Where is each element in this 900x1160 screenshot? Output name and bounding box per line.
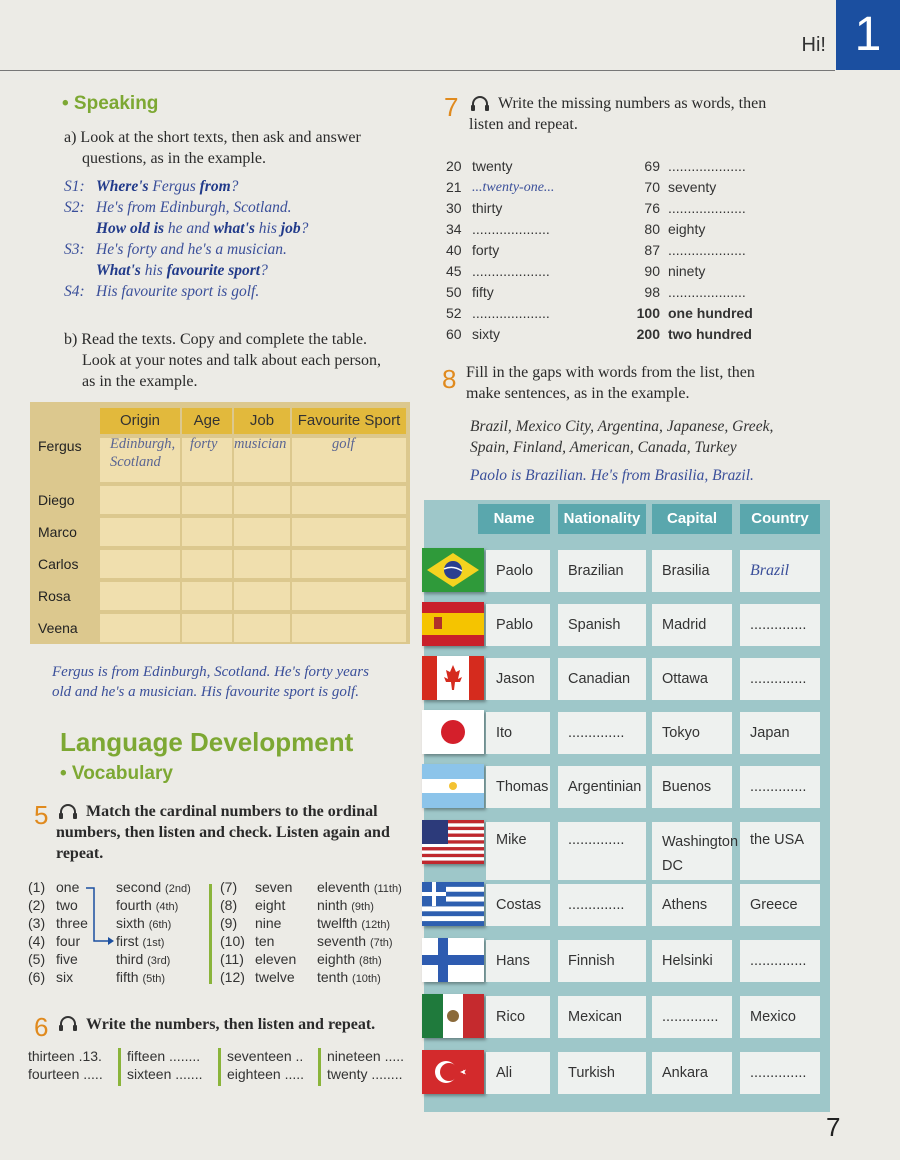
number-word: eighty	[668, 221, 706, 237]
table-cell-country[interactable]: Japan	[740, 712, 820, 754]
table-entry: golf	[332, 436, 355, 452]
ex5-item	[56, 896, 78, 914]
table-cell-country[interactable]: ..............	[740, 1052, 820, 1094]
ex5-text: (2)	[28, 897, 46, 913]
table-cell-name: Mike	[486, 822, 550, 880]
number-item: 70	[644, 179, 660, 195]
usa-flag	[422, 820, 484, 864]
table-cell[interactable]	[182, 486, 232, 514]
number-word: ....................	[668, 242, 746, 258]
ex5-item	[317, 878, 402, 898]
table-header-job: Job	[234, 408, 290, 434]
table-header-capital: Capital	[652, 504, 732, 534]
ex5-item	[317, 914, 390, 934]
speaker-label: S2:	[64, 199, 85, 216]
ex5-text: fourth	[116, 897, 152, 913]
table-cell-country[interactable]: ..............	[740, 766, 820, 808]
number-word: ....................	[472, 263, 550, 279]
table-cell-nat[interactable]: Finnish	[558, 940, 646, 982]
table-cell-country[interactable]: ..............	[740, 604, 820, 646]
japan-flag	[422, 710, 484, 754]
ex6-col2: fifteen ........ sixteen .......	[127, 1048, 203, 1082]
ex5-text: third	[116, 951, 144, 967]
ex5-item	[56, 932, 80, 950]
number-word: ....................	[472, 221, 550, 237]
table-row-name: Carlos	[38, 556, 79, 572]
ex5-text: (12)	[220, 969, 245, 985]
number-item: 98	[644, 284, 660, 300]
ex5-text: five	[56, 951, 78, 967]
ex6-divider	[118, 1048, 121, 1086]
brazil-flag	[422, 548, 484, 592]
table-cell-nat[interactable]: Turkish	[558, 1052, 646, 1094]
ex5-item	[28, 914, 45, 932]
dialog-text: ?	[230, 178, 239, 195]
table-cell-country[interactable]: Mexico	[740, 996, 820, 1038]
table-cell-name: Ali	[486, 1052, 550, 1094]
ex5-text: one	[56, 879, 80, 895]
exercise-6-instruction: Write the numbers, then listen and repeat.	[86, 1016, 376, 1033]
table-cell-cap[interactable]: ..............	[652, 996, 732, 1038]
ex6-col3: seventeen .. eighteen .....	[227, 1048, 305, 1082]
argentina-flag	[422, 764, 484, 808]
dialog-text: Fergus	[152, 178, 200, 195]
page-number: 7	[826, 1112, 841, 1142]
ex5-text: (6)	[28, 969, 46, 985]
ex5-text: first	[116, 933, 139, 949]
ex5-item	[255, 950, 296, 968]
ex5-text: tenth	[317, 969, 349, 985]
ex5-ordinal-abbr: (4th)	[155, 901, 179, 913]
table-cell-cap[interactable]: Helsinki	[652, 940, 732, 982]
ex5-item	[56, 950, 78, 968]
ex5-ordinal-abbr: (10th)	[352, 973, 381, 985]
ex5-item	[28, 968, 45, 986]
number-item: 21	[446, 179, 462, 195]
ex5-item	[220, 914, 237, 932]
speaking-dialog	[64, 176, 308, 302]
table-cell-country[interactable]: ..............	[740, 940, 820, 982]
table-cell[interactable]	[182, 582, 232, 610]
table-cell[interactable]	[292, 550, 406, 578]
table-header-country: Country	[740, 504, 820, 534]
ex5-text: second	[116, 879, 162, 895]
ex5-item	[28, 950, 45, 968]
ex5-text: sixth	[116, 915, 145, 931]
dialog-line	[64, 260, 308, 281]
dialog-text: ?	[300, 220, 309, 237]
ex5-text: four	[56, 933, 81, 949]
exercise-8-number: 8	[442, 364, 457, 394]
number-item: 87	[644, 242, 660, 258]
ex5-ordinal-abbr: (12th)	[361, 919, 391, 931]
ex5-text: eleventh	[317, 879, 370, 895]
number-item: 40	[446, 242, 462, 258]
table-cell-name: Jason	[486, 658, 550, 700]
ex5-text: twelve	[255, 969, 295, 985]
ex5-ordinal-abbr: (9th)	[351, 901, 374, 913]
ex5-item	[116, 950, 170, 970]
header-rule	[0, 70, 835, 71]
table-cell-nat[interactable]: ..............	[558, 712, 646, 754]
table-cell[interactable]	[182, 550, 232, 578]
dialog-text: his	[258, 220, 281, 237]
exercise-8-word-list: Brazil, Mexico City, Argentina, Japanese, Greek, Spain, Finland, American, Canada, Turkey	[470, 418, 774, 456]
number-item: 52	[446, 305, 462, 321]
dialog-line	[64, 218, 308, 239]
match-arrow-icon	[84, 885, 116, 947]
ex5-ordinal-abbr: (7th)	[369, 937, 393, 949]
spain-flag	[422, 602, 484, 646]
table-cell[interactable]	[292, 614, 406, 642]
ex5-item	[116, 968, 165, 988]
example-sentence: Fergus is from Edinburgh, Scotland. He's forty years old and he's a musician. His favourite sport is golf.	[52, 664, 369, 700]
number-word: ....................	[668, 284, 746, 300]
table-cell-cap[interactable]: Tokyo	[652, 712, 732, 754]
ex5-text: (4)	[28, 933, 46, 949]
page-greeting: Hi!	[801, 34, 826, 56]
table-entry: musician	[234, 436, 287, 452]
dialog-text: He's from Edinburgh, Scotland.	[96, 199, 292, 216]
table-cell-name: Hans	[486, 940, 550, 982]
ex5-item	[28, 896, 45, 914]
canada-flag	[422, 656, 484, 700]
number-item: 76	[644, 200, 660, 216]
ex5-item	[317, 950, 382, 970]
finland-flag	[422, 938, 484, 982]
ex5-text: ninth	[317, 897, 348, 913]
table-header-nationality: Nationality	[558, 504, 646, 534]
table-cell-cap[interactable]: Washington DC	[652, 822, 732, 880]
ex5-item	[28, 932, 45, 950]
ex5-text: (5)	[28, 951, 46, 967]
table-entry: Edinburgh,	[110, 436, 176, 452]
number-word: sixty	[472, 326, 500, 342]
ex5-ordinal-abbr: (2nd)	[165, 883, 191, 895]
table-header-sport: Favourite Sport	[292, 408, 406, 434]
table-header-name: Name	[478, 504, 550, 534]
ex5-text: eight	[255, 897, 286, 913]
exercise-7-number: 7	[444, 92, 459, 122]
ex5-text: (8)	[220, 897, 238, 913]
number-word: thirty	[472, 200, 503, 216]
number-item: 60	[446, 326, 462, 342]
table-cell-country[interactable]: ..............	[740, 658, 820, 700]
table-cell-cap[interactable]: Brasilia	[652, 550, 732, 592]
ex5-item	[255, 896, 285, 914]
dialog-line	[64, 239, 308, 260]
table-cell-nat[interactable]: Mexican	[558, 996, 646, 1038]
ex5-ordinal-abbr: (3rd)	[147, 955, 171, 967]
ex5-item	[317, 968, 381, 988]
ex5-text: fifth	[116, 969, 139, 985]
number-word: ....................	[668, 200, 746, 216]
table-cell-cap[interactable]: Athens	[652, 884, 732, 926]
ex5-item	[220, 896, 237, 914]
greece-flag	[422, 882, 484, 926]
table-cell[interactable]	[234, 582, 290, 610]
ex5-item	[255, 968, 295, 986]
ex5-text: eleven	[255, 951, 297, 967]
table-row-name: Fergus	[38, 438, 82, 454]
profile-table	[30, 402, 410, 644]
speaker-label: S1:	[64, 178, 85, 195]
table-cell-cap[interactable]: Madrid	[652, 604, 732, 646]
table-cell[interactable]	[100, 518, 180, 546]
table-cell-name: Rico	[486, 996, 550, 1038]
ex5-item	[255, 914, 281, 932]
table-cell[interactable]	[182, 614, 232, 642]
ex5-item	[220, 932, 245, 950]
ex6-divider	[218, 1048, 221, 1086]
dialog-text: favourite sport	[166, 262, 261, 279]
table-cell-nat[interactable]: Spanish	[558, 604, 646, 646]
ex5-text: (9)	[220, 915, 238, 931]
table-cell-name: Costas	[486, 884, 550, 926]
ex5-text: ten	[255, 933, 275, 949]
number-word: ninety	[668, 263, 706, 279]
number-item: 34	[446, 221, 462, 237]
ex5-ordinal-abbr: (1st)	[142, 937, 165, 949]
number-word: twenty	[472, 158, 513, 174]
table-cell-name: Pablo	[486, 604, 550, 646]
number-item: 80	[644, 221, 660, 237]
dialog-text: from	[199, 178, 231, 195]
ex5-text: (7)	[220, 879, 238, 895]
number-word: seventy	[668, 179, 717, 195]
dialog-text: he and	[167, 220, 214, 237]
number-item: 50	[446, 284, 462, 300]
table-cell-cap[interactable]: Ottawa	[652, 658, 732, 700]
ex5-divider	[209, 884, 212, 984]
ex5-text: twelfth	[317, 915, 358, 931]
table-cell-name: Ito	[486, 712, 550, 754]
table-cell[interactable]	[100, 614, 180, 642]
ex5-ordinal-abbr: (8th)	[359, 955, 382, 967]
exercise-5-instruction: Match the cardinal numbers to the ordinal numbers, then listen and check. Listen again and repeat.	[56, 803, 390, 862]
ex5-item	[255, 932, 274, 950]
vocabulary-heading: • Vocabulary	[60, 763, 173, 784]
ex5-text: (1)	[28, 879, 46, 895]
table-cell[interactable]	[182, 518, 232, 546]
table-cell-country[interactable]: Greece	[740, 884, 820, 926]
ex5-text: (10)	[220, 933, 245, 949]
ex5-item	[116, 914, 171, 934]
exercise-7-instruction: Write the missing numbers as words, then listen and repeat.	[469, 95, 767, 133]
number-word: ....................	[472, 305, 550, 321]
ex5-item	[220, 950, 244, 968]
ex5-item	[220, 968, 245, 986]
table-cell-country[interactable]: the USA	[740, 822, 820, 880]
number-word: fifty	[472, 284, 494, 300]
table-row-name: Marco	[38, 524, 77, 540]
language-development-title: Language Development	[60, 727, 354, 757]
table-cell[interactable]	[292, 486, 406, 514]
number-word: ....................	[668, 158, 746, 174]
headphones-icon	[58, 1015, 78, 1038]
dialog-text: his	[144, 262, 167, 279]
table-row-name: Veena	[38, 620, 78, 636]
ex5-item	[317, 896, 374, 916]
exercise-5-number: 5	[34, 800, 49, 830]
ex6-col4: nineteen ..... twenty ........	[327, 1048, 405, 1082]
table-header-age: Age	[182, 408, 232, 434]
exercise-8-example: Paolo is Brazilian. He's from Brasilia, Brazil.	[470, 467, 754, 484]
table-entry: Scotland	[110, 454, 161, 470]
table-cell[interactable]	[292, 582, 406, 610]
speaker-label: S3:	[64, 241, 85, 258]
table-cell[interactable]	[234, 614, 290, 642]
table-cell[interactable]	[234, 518, 290, 546]
table-cell-country[interactable]: Brazil	[740, 550, 820, 592]
ex5-item	[56, 878, 79, 896]
ex5-text: (3)	[28, 915, 46, 931]
ex5-item	[28, 878, 45, 896]
ex5-item	[116, 932, 164, 952]
ex5-item	[317, 932, 393, 952]
ex5-item	[116, 896, 178, 916]
table-cell[interactable]	[100, 550, 180, 578]
ex5-item	[116, 878, 191, 898]
table-cell[interactable]	[234, 550, 290, 578]
ex5-ordinal-abbr: (5th)	[142, 973, 166, 985]
country-table	[424, 500, 830, 1112]
ex5-item	[255, 878, 292, 896]
ex6-divider	[318, 1048, 321, 1086]
ex5-text: eighth	[317, 951, 356, 967]
ex5-text: three	[56, 915, 88, 931]
table-cell[interactable]	[100, 582, 180, 610]
number-item: 20	[446, 158, 462, 174]
number-word: forty	[472, 242, 500, 258]
ex5-text: (11)	[220, 951, 244, 967]
table-cell-nat[interactable]: ..............	[558, 884, 646, 926]
ex6-col1: thirteen .13. fourteen .....	[28, 1048, 103, 1082]
table-row-name: Rosa	[38, 588, 71, 604]
exercise-8-instruction: Fill in the gaps with words from the list, then make sentences, as in the example.	[466, 364, 755, 402]
ex5-text: seventh	[317, 933, 367, 949]
dialog-text: How old is	[96, 220, 168, 237]
number-word: ...twenty-one...	[472, 180, 555, 195]
number-item: 45	[446, 263, 462, 279]
unit-tab: 1	[836, 0, 900, 70]
ex5-ordinal-abbr: (11th)	[373, 883, 402, 895]
table-header-origin: Origin	[100, 408, 180, 434]
speaking-a-instruction: a) Look at the short texts, then ask and answer questions, as in the example.	[64, 129, 361, 167]
table-cell[interactable]	[234, 486, 290, 514]
ex5-text: seven	[255, 879, 293, 895]
number-item: 30	[446, 200, 462, 216]
number-item: 69	[644, 158, 660, 174]
table-cell-name: Thomas	[486, 766, 550, 808]
table-cell-nat[interactable]: ..............	[558, 822, 646, 880]
mexico-flag	[422, 994, 484, 1038]
table-cell-nat[interactable]: Argentinian	[558, 766, 646, 808]
number-item: 100	[636, 305, 660, 321]
table-cell[interactable]	[292, 518, 406, 546]
ex5-item	[220, 878, 237, 896]
speaking-heading: • Speaking	[62, 93, 159, 114]
dialog-text: He's forty and he's a musician.	[96, 241, 287, 258]
dialog-text: His favourite sport is golf.	[96, 283, 260, 300]
speaker-label: S4:	[64, 283, 85, 300]
table-cell-cap[interactable]: Ankara	[652, 1052, 732, 1094]
number-word: two hundred	[668, 326, 752, 342]
exercise-6-number: 6	[34, 1012, 49, 1042]
dialog-line	[64, 281, 308, 302]
ex5-text: six	[56, 969, 74, 985]
ex5-ordinal-abbr: (6th)	[148, 919, 172, 931]
number-item: 90	[644, 263, 660, 279]
table-cell-nat[interactable]: Brazilian	[558, 550, 646, 592]
dialog-text: ?	[260, 262, 268, 279]
table-cell[interactable]	[100, 486, 180, 514]
dialog-text: job	[280, 220, 301, 237]
number-word: one hundred	[668, 305, 753, 321]
ex5-text: two	[56, 897, 78, 913]
table-cell-name: Paolo	[486, 550, 550, 592]
speaking-b-instruction: b) Read the texts. Copy and complete the table. Look at your notes and talk about each person, as in the example.	[64, 331, 382, 390]
ex5-item	[56, 968, 73, 986]
table-entry: forty	[190, 436, 218, 452]
table-row-name: Diego	[38, 492, 75, 508]
number-item: 200	[636, 326, 660, 342]
dialog-line	[64, 197, 308, 218]
dialog-text: Where's	[96, 178, 153, 195]
turkey-flag	[422, 1050, 484, 1094]
dialog-line	[64, 176, 308, 197]
table-cell-nat[interactable]: Canadian	[558, 658, 646, 700]
table-cell-cap[interactable]: Buenos	[652, 766, 732, 808]
dialog-text: what's	[213, 220, 259, 237]
dialog-text: What's	[96, 262, 145, 279]
ex5-text: nine	[255, 915, 282, 931]
